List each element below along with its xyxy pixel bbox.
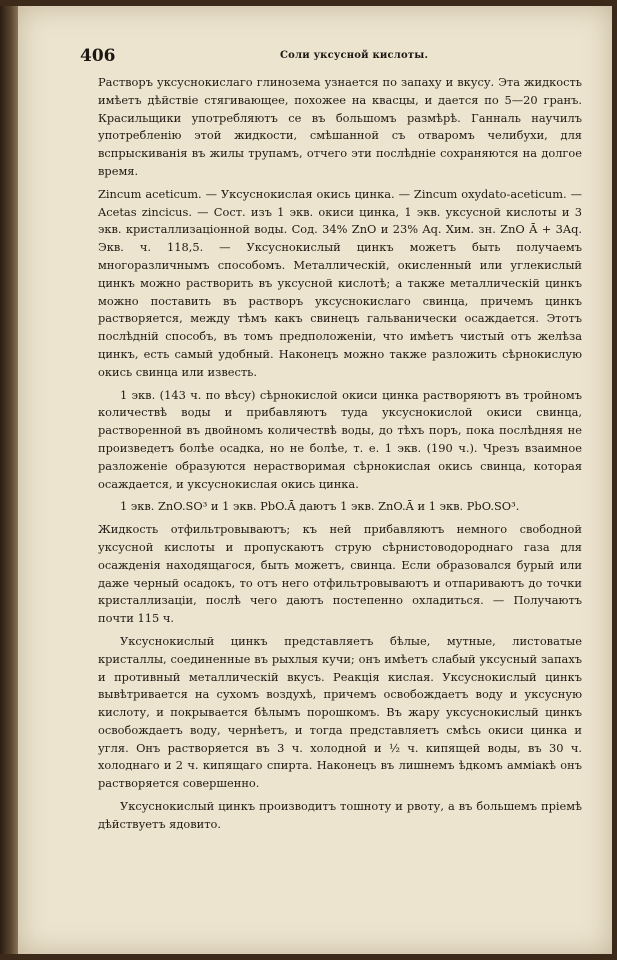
paragraph-effects: Уксуснокислый цинкъ производитъ тошноту и рвоту, а въ большемъ пріемѣ дѣйствуетъ ядовито.: [98, 799, 582, 831]
paragraph-alumina-acetate: Растворъ уксуснокислаго глинозема узнается по запаху и вкусу. Эта жидкость имѣетъ дѣйствіе стягивающее, похожее на квасцы, и дается по 5—20 гранъ. Красильщики употребляютъ се въ большомъ размѣрѣ. Ганналь научилъ употребленію этой жидкости, смѣшанной съ отваромъ челибухи, для вспрыскиванія въ жилы трупамъ, отчего эти послѣдніе сохраняются на долгое время.: [98, 75, 582, 178]
running-title: Соли уксусной кислоты.: [280, 50, 429, 61]
page-header: [80, 46, 580, 70]
page-body: [98, 74, 582, 839]
paragraph-zinc-acetate-entry: Zincum aceticum. — Уксуснокислая окись цинка. — Zincum oxydato-aceticum. — Acetas zincicus. — Сост. изъ 1 экв. окиси цинка, 1 экв. уксусной кислоты и 3 экв. кристаллизаціонной воды. Сод. 34% ZnO и 23% Aq. Хим. зн. ZnO Ā + 3Aq. Экв. ч. 118,5. — Уксуснокислый цинкъ можетъ быть получаемъ многоразличнымъ способомъ. Металлическій, окисленный или углекислый цинкъ можно растворить въ уксусной кислотѣ; а также металлическій цинкъ можно поставить въ растворъ уксуснокислаго свинца, причемъ цинкъ растворяется, между тѣмъ какъ свинецъ гальванически осаждается. Этотъ послѣдній способъ, въ томъ предположеніи, что имѣетъ чистый отъ желѣза цинкъ, есть самый удобный. Наконецъ можно также разложить сѣрнокислую окись свинца или известь.: [98, 186, 582, 379]
chemical-equation: 1 экв. ZnO.SO³ и 1 экв. PbO.Ā даютъ 1 экв. ZnO.Ā и 1 экв. PbO.SO³.: [120, 499, 520, 514]
paragraph-filtration: Жидкость отфильтровываютъ; къ ней прибавляютъ немного свободной уксусной кислоты и пропускаютъ струю сѣрнистоводороднаго газа для осажденія находящагося, быть можетъ, свинца. Если образовался бурый или даже черный осадокъ, то отъ него отфильтровываютъ и отпариваютъ до точки кристаллизаціи, послѣ чего даютъ постепенно охладиться. — Получаютъ почти 115 ч.: [98, 522, 582, 626]
paragraph-properties: Уксуснокислый цинкъ представляетъ бѣлые, мутные, листоватые кристаллы, соединенные въ рыхлыя кучи; онъ имѣетъ слабый уксусный запахъ и противный металлическій вкусъ. Реакція кислая. Уксуснокислый цинкъ вывѣтривается на сухомъ воздухѣ, причемъ освобождаетъ воду и уксусную кислоту, и покрывается бѣлымъ порошкомъ. Въ жару уксуснокислый цинкъ освобождаетъ воду, чернѣетъ, и тогда представляетъ смѣсь окиси цинка и угля. Онъ растворяется въ 3 ч. холодной и ½ ч. кипящей воды, въ 30 ч. холоднаго и 2 ч. кипящаго спирта. Наконецъ въ лишнемъ ѣдкомъ аммiакѣ онъ растворяется совершенно.: [98, 633, 582, 791]
paragraph-preparation: 1 экв. (143 ч. по вѣсу) сѣрнокислой окиси цинка растворяютъ въ тройномъ количествѣ воды и прибавляютъ туда уксуснокислой окиси свинца, растворенной въ двойномъ количествѣ воды, до тѣхъ поръ, пока послѣдняя не произведетъ болѣе осадка, но не болѣе, т. е. 1 экв. (190 ч.). Чрезъ взаимное разложеніе образуются нерастворимая сѣрнокислая окись свинца, которая осаждается, и уксуснокислая окись цинка.: [98, 387, 582, 491]
page-number: 406: [80, 46, 116, 66]
book-spine-shadow: [0, 6, 18, 954]
